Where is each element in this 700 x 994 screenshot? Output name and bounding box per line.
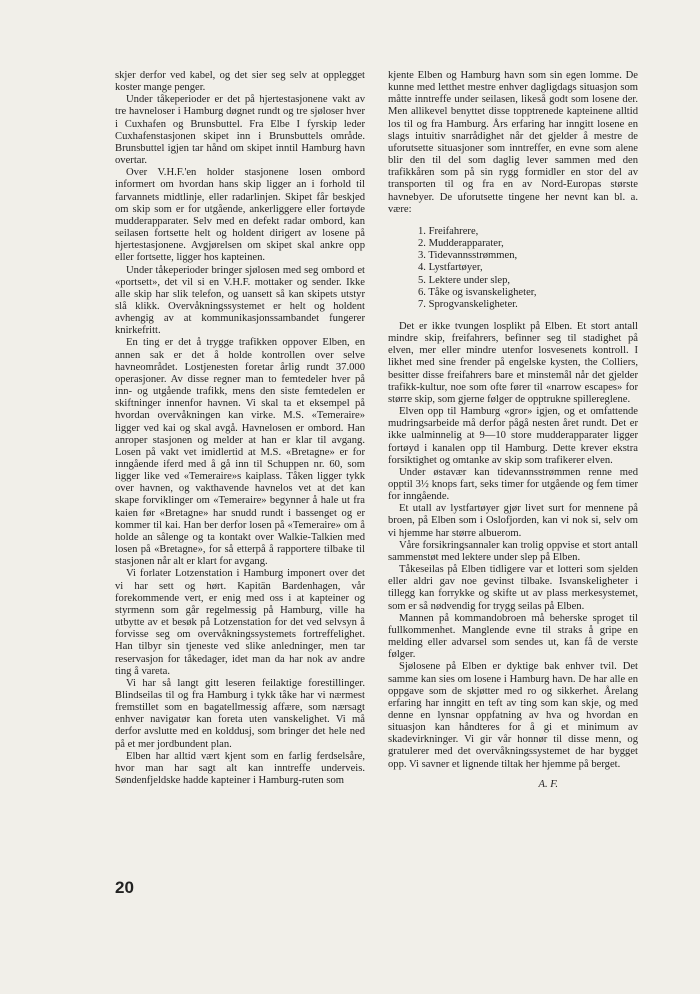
author-signature: A. F. [538, 778, 558, 790]
list-item: 5. Lektere under slep, [418, 274, 511, 286]
list-item: 6. Tåke og isvanskeligheter, [418, 286, 537, 298]
paragraph: Elben har alltid vært kjent som en farlig ferdselsåre, hvor man har sagt alt kan inntreffe underveis. Søndenfjeldske hadde kapteiner i Hamburg-ruten som [115, 750, 365, 787]
paragraph: Under østavær kan tidevannsstrømmen renne med opptil 3½ knops fart, seks timer for utgående og fem timer for inngående. [388, 466, 638, 503]
paragraph: Det er ikke tvungen losplikt på Elben. Et stort antall mindre skip, freifahrers, befinner seg til stadighet på elven, mer eller mindre utenfor losvesenets kontroll. I likhet med sine frender på engelske kysten, the Colliers, besitter disse freifahrers bare et minstemål når det gjelder trafikk-kultur, noe som ofte fører til «narrow escapes» for større skip, som gjerne følger de opptrukne spillereglene. [388, 320, 638, 405]
paragraph: Tåkeseilas på Elben tidligere var et lotteri som sjelden eller aldri gav noe gevinst tilbake. Isvanskeligheter i tillegg kan forrykke og skifte ut av plass merkesystemet, som er så nødvendig for trygg seilas på Elben. [388, 564, 638, 612]
paragraph: En ting er det å trygge trafikken oppover Elben, en annen sak er det å holde kontrollen over selve havneområdet. Lostjenesten foretar årlig rundt 37.000 operasjoner. Av disse regner man to femtedeler hver på inn- og utgående trafikk, mens den siste femtedelen er skiftninger innenfor havnen. Vi skal ta et eksempel på hvordan overvåkningen kan virke. M.S. «Temeraire» ligger ved kai og skal avgå. Havnelosen er ombord. Han anroper stasjonen og melder at han er klar til avgang. Losen på vakt vet imidlertid at M.S. «Bretagne» er for inngående iferd med å gå inn til Schuppen nr. 60, som ligger like ved «Temeraire»s kaiplass. Tåken ligger tykk over havnen, og vakthavende havnelos vet at det kan skape forviklinger om «Temeraire» begynner å hale ut fra kaien før «Bretagne» har snudd rundt i bassenget og er kommer til kai. Han ber derfor losen på «Temeraire» om å holde an sålenge og ta kontakt over Walkie-Talkien med losen på «Bretagne», for så etterpå å rapportere tilbake til stasjonen når alt er klart for avgang. [115, 337, 365, 568]
list-item: 4. Lystfartøyer, [418, 262, 483, 274]
paragraph: skjer derfor ved kabel, og det sier seg selv at opplegget koster mange penger. [115, 70, 365, 94]
paragraph: Mannen på kommandobroen må beherske sproget til fullkommenhet. Manglende evne til straks å gripe en melding eller advarsel som sendes ut, kan få de verste følger. [388, 612, 638, 661]
right-column [388, 70, 638, 791]
list-item: 2. Mudderapparater, [418, 238, 504, 250]
paragraph: Under tåkeperioder bringer sjølosen med seg ombord et «portsett», det vil si en V.H.F. mottaker og sender. Ikke alle skip har slik telefon, og uansett så kan skipets utstyr slå klikk. Overvåkningssystemet er helt og holdent avhengig av at kommunikasjonssambandet fungerer knirkefritt. [115, 264, 365, 337]
page-number: 20 [115, 878, 134, 897]
paragraph: Vi har så langt gitt leseren feilaktige forestillinger. Blindseilas til og fra Hamburg i tykk tåke har vi nærmest fremstillet som en bagatellmessig affære, som nærsagt enhver navigatør kan foreta uten vanskelighet. Vi må derfor avslutte med en kolddusj, som bringer det hele ned på et mer jordbundent plan. [115, 677, 365, 750]
hazard-list [388, 226, 638, 311]
left-column [115, 70, 365, 787]
paragraph: Et utall av lystfartøyer gjør livet surt for mennene på broen, på Elben som i Oslofjorden, kan vi nok si, selv om vi hjemme har større albuerom. [388, 503, 638, 539]
paragraph: Elven opp til Hamburg «gror» igjen, og et omfattende mudringsarbeide må derfor pågå nesten året rundt. Det er ikke ualminnelig at 9—10 store mudderapparater ligger fortøyd i kanalen opp til Hamburg. Dette krever ekstra forsiktighet og omtanke av skip som trafikerer elven. [388, 406, 638, 466]
paragraph: Sjølosene på Elben er dyktige bak enhver tvil. Det samme kan sies om losene i Hamburg havn. De har alle en oppgave som de skjøtter med ro og sikkerhet. Årelang erfaring har inngitt en teft av ting som kan skje, og med denne en lynsnar oppfatning av hva og hvordan en situasjon kan håndteres for å gi et minimum av skadevirkninger. Vi gir vår honnør til disse menn, og gratulerer med det overvåkningssystemet de har bygget opp. Vi savner et lignende tiltak her hjemme på berget. [388, 661, 638, 770]
paragraph: Over V.H.F.'en holder stasjonene losen ombord informert om hvordan hans skip ligger an i forhold til farvannets midtlinje, eller radarlinjen. Skipet får beskjed om skip som er for utgående, ankerliggere eller fortøyde mudderapparater. Selv med en defekt radar ombord, kan seilasen fortsette helt og holdent dirigert av losene på hjertestasjonene. Avgjørelsen om skipet skal ankre opp eller fortsette, ligger hos kapteinen. [115, 167, 365, 264]
paragraph: Under tåkeperioder er det på hjertestasjonene vakt av tre havneloser i Hamburg døgnet rundt og tre sjøloser hver i Cuxhafen og Brunsbuttel. Fra Elbe I fyrskip leder Cuxhafenstasjonen skipet inn i Brunsbuttels område. Brunsbuttel igjen tar hånd om skipet inntil Hamburg havn overtar. [115, 94, 365, 167]
list-item: 1. Freifahrere, [418, 225, 479, 237]
list-item: 3. Tidevannsstrømmen, [418, 250, 518, 262]
list-item: 7. Sprogvanskeligheter. [418, 298, 518, 310]
paragraph: Våre forsikringsannaler kan trolig oppvise et stort antall sammenstøt med lektere under slep på Elben. [388, 539, 638, 563]
paragraph: kjente Elben og Hamburg havn som sin egen lomme. De kunne med letthet mestre enhver dagligdags situasjon som måtte inntreffe under seilasen, likeså godt som losene der. Men allikevel benyttet disse topptrenede kapteinene alltid los til og fra Hamburg. Års erfaring har inngitt losene en slags intuitiv snarrådighet når det gjelder å mestre de uforutsette situasjoner som inntreffer, en evne som alene blir den til del som daglig lever sammen med den trafikkåren som på sin rygg formidler en stor del av transporten til og fra en av Nord-Europas største havnebyer. De uforutsette tingene her nevnt kan bl. a. være: [388, 70, 638, 215]
paragraph: Vi forlater Lotzenstation i Hamburg imponert over det vi har sett og hørt. Kapitän Bardenhagen, vår forekommende vert, er enig med oss i at kapteiner og styrmenn som går regelmessig på Hamburg, ville ha utbytte av et besøk på Lotzenstation for det ved selvsyn å forvisse seg om overvåkningssystemets fortreffelighet. Han tilbyr sin tjeneste ved slike anledninger, men tar reservasjon for tåkedager, idet man da har nok av andre ting å vareta. [115, 568, 365, 677]
